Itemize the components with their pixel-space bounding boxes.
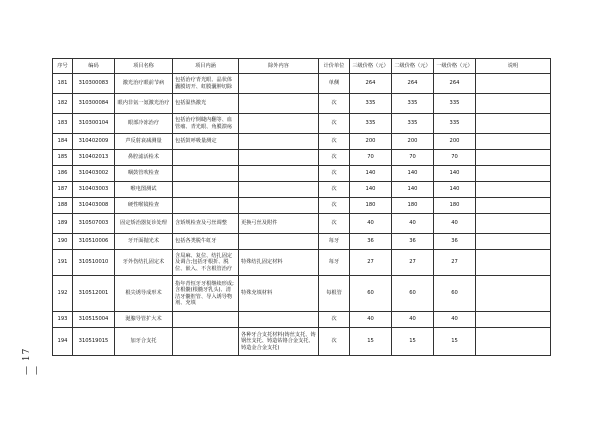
cell-exclusions — [239, 150, 319, 166]
cell-price-level2: 40 — [392, 312, 434, 328]
table-row — [53, 74, 551, 94]
cell-price-level3: 264 — [350, 74, 392, 94]
cell-content — [173, 166, 239, 182]
header-unit: 计价单位 — [319, 59, 350, 74]
cell-price-level3: 27 — [350, 250, 392, 276]
cell-price-level1: 27 — [434, 250, 476, 276]
cell-price-level1: 264 — [434, 74, 476, 94]
cell-price-level1: 200 — [434, 134, 476, 150]
cell-seq: 189 — [53, 214, 73, 234]
header-seq: 序号 — [53, 59, 73, 74]
cell-name: 激光治疗眼前节病 — [115, 74, 173, 94]
cell-seq: 183 — [53, 114, 73, 134]
header-price-level3: 三级价格（元） — [350, 59, 392, 74]
cell-unit: 次 — [319, 134, 350, 150]
table-row — [53, 214, 551, 234]
cell-seq: 187 — [53, 182, 73, 198]
cell-price-level3: 60 — [350, 276, 392, 312]
cell-exclusions: 更换弓丝及附件 — [239, 214, 319, 234]
cell-name: 眼内非氩一氪激光治疗 — [115, 94, 173, 114]
cell-name: 涎腺导管扩大术 — [115, 312, 173, 328]
cell-content: 含局麻、复位、结扎固定及调合;包括牙根折、脱位、嵌入、不含根管治疗 — [173, 250, 239, 276]
cell-unit: 单侧 — [319, 74, 350, 94]
cell-content: 包括治疗倒睫内翻等、血管瘤、青光眼、角膜溃疡 — [173, 114, 239, 134]
cell-note — [476, 114, 551, 134]
cell-code: 310300104 — [73, 114, 115, 134]
cell-content: 含矫规检查及弓丝调整 — [173, 214, 239, 234]
header-code: 编码 — [73, 59, 115, 74]
cell-note — [476, 328, 551, 356]
cell-unit: 次 — [319, 214, 350, 234]
cell-exclusions — [239, 74, 319, 94]
cell-exclusions — [239, 312, 319, 328]
cell-name: 咽鼓管吹检查 — [115, 166, 173, 182]
cell-content — [173, 328, 239, 356]
cell-price-level2: 15 — [392, 328, 434, 356]
cell-unit: 次 — [319, 182, 350, 198]
cell-exclusions — [239, 182, 319, 198]
table-row — [53, 276, 551, 312]
cell-note — [476, 234, 551, 250]
cell-unit: 次 — [319, 312, 350, 328]
cell-code: 310507003 — [73, 214, 115, 234]
cell-note — [476, 74, 551, 94]
cell-seq: 184 — [53, 134, 73, 150]
cell-code: 310515004 — [73, 312, 115, 328]
cell-name: 声反射衰减测量 — [115, 134, 173, 150]
cell-content — [173, 312, 239, 328]
cell-unit: 每根管 — [319, 276, 350, 312]
cell-price-level1: 36 — [434, 234, 476, 250]
cell-price-level2: 180 — [392, 198, 434, 214]
cell-seq: 191 — [53, 250, 73, 276]
cell-price-level1: 180 — [434, 198, 476, 214]
price-table — [52, 58, 551, 356]
cell-code: 310403008 — [73, 198, 115, 214]
cell-price-level3: 36 — [350, 234, 392, 250]
header-exclusions: 除外内容 — [239, 59, 319, 74]
cell-price-level1: 335 — [434, 114, 476, 134]
cell-price-level3: 70 — [350, 150, 392, 166]
cell-unit: 次 — [319, 114, 350, 134]
cell-unit: 次 — [319, 198, 350, 214]
cell-code: 310403003 — [73, 182, 115, 198]
table-row — [53, 182, 551, 198]
cell-price-level2: 140 — [392, 166, 434, 182]
cell-seq: 186 — [53, 166, 73, 182]
cell-code: 310403002 — [73, 166, 115, 182]
cell-code: 310519015 — [73, 328, 115, 356]
cell-exclusions: 各种牙合支托材料(铸丝支托、铸钢丝支托、铸造钴铬合金支托、铸造金合金支托) — [239, 328, 319, 356]
cell-content: 指年青恒牙牙根继续形成;含根髓(根髓牙乳头)、清洁牙髓腔管、导入诱导物剂、充填 — [173, 276, 239, 312]
cell-code: 310300083 — [73, 74, 115, 94]
cell-note — [476, 214, 551, 234]
table-row — [53, 328, 551, 356]
table-row — [53, 234, 551, 250]
cell-content: 包括治疗青光眼、晶状体囊膜切开、虹膜囊肿切除 — [173, 74, 239, 94]
cell-name: 喉电图测试 — [115, 182, 173, 198]
cell-price-level1: 140 — [434, 182, 476, 198]
cell-name: 牙外伤结扎固定术 — [115, 250, 173, 276]
cell-content — [173, 198, 239, 214]
cell-price-level3: 15 — [350, 328, 392, 356]
table-row — [53, 94, 551, 114]
cell-price-level2: 200 — [392, 134, 434, 150]
table-row — [53, 166, 551, 182]
cell-name: 硬性喉镜检查 — [115, 198, 173, 214]
cell-price-level2: 60 — [392, 276, 434, 312]
cell-name: 鼻腔滤活检术 — [115, 150, 173, 166]
cell-content: 包括鼓呼吸量测定 — [173, 134, 239, 150]
cell-exclusions — [239, 94, 319, 114]
cell-price-level3: 140 — [350, 182, 392, 198]
header-note: 说明 — [476, 59, 551, 74]
cell-price-level3: 40 — [350, 312, 392, 328]
cell-name: 眼部冷冻治疗 — [115, 114, 173, 134]
cell-code: 310402013 — [73, 150, 115, 166]
cell-price-level1: 70 — [434, 150, 476, 166]
cell-note — [476, 250, 551, 276]
cell-content — [173, 182, 239, 198]
cell-unit: 次 — [319, 150, 350, 166]
cell-code: 310402009 — [73, 134, 115, 150]
cell-price-level2: 264 — [392, 74, 434, 94]
cell-unit: 次 — [319, 166, 350, 182]
cell-code: 310512001 — [73, 276, 115, 312]
cell-exclusions — [239, 166, 319, 182]
cell-price-level2: 27 — [392, 250, 434, 276]
cell-price-level3: 335 — [350, 94, 392, 114]
page-number: — 17 — — [22, 347, 42, 375]
table-row — [53, 250, 551, 276]
cell-exclusions: 特殊充填材料 — [239, 276, 319, 312]
cell-name: 根尖诱导成形术 — [115, 276, 173, 312]
cell-note — [476, 182, 551, 198]
table-row — [53, 150, 551, 166]
cell-name: 牙开面抛光术 — [115, 234, 173, 250]
cell-seq: 194 — [53, 328, 73, 356]
cell-note — [476, 276, 551, 312]
cell-seq: 193 — [53, 312, 73, 328]
table-row — [53, 134, 551, 150]
cell-price-level1: 15 — [434, 328, 476, 356]
cell-note — [476, 198, 551, 214]
cell-code: 310510006 — [73, 234, 115, 250]
cell-price-level2: 40 — [392, 214, 434, 234]
cell-price-level3: 335 — [350, 114, 392, 134]
cell-content: 包括温热激光 — [173, 94, 239, 114]
cell-note — [476, 134, 551, 150]
cell-price-level2: 335 — [392, 94, 434, 114]
table-header-row — [53, 59, 551, 74]
header-name: 项目名称 — [115, 59, 173, 74]
header-price-level1: 一级价格（元） — [434, 59, 476, 74]
cell-exclusions — [239, 234, 319, 250]
cell-price-level1: 140 — [434, 166, 476, 182]
cell-unit: 每牙 — [319, 250, 350, 276]
header-price-level2: 二级价格（元） — [392, 59, 434, 74]
cell-price-level1: 40 — [434, 312, 476, 328]
cell-name: 加牙合支托 — [115, 328, 173, 356]
table-row — [53, 114, 551, 134]
cell-exclusions — [239, 198, 319, 214]
cell-price-level2: 335 — [392, 114, 434, 134]
cell-content: 包括各类脱牛虹牙 — [173, 234, 239, 250]
cell-note — [476, 166, 551, 182]
cell-seq: 190 — [53, 234, 73, 250]
cell-exclusions: 特殊结扎固定材料 — [239, 250, 319, 276]
cell-price-level1: 40 — [434, 214, 476, 234]
cell-price-level1: 60 — [434, 276, 476, 312]
cell-content — [173, 150, 239, 166]
cell-seq: 182 — [53, 94, 73, 114]
cell-seq: 185 — [53, 150, 73, 166]
cell-price-level3: 140 — [350, 166, 392, 182]
header-content: 项目内涵 — [173, 59, 239, 74]
cell-price-level3: 40 — [350, 214, 392, 234]
cell-exclusions — [239, 114, 319, 134]
cell-unit: 每牙 — [319, 234, 350, 250]
cell-seq: 192 — [53, 276, 73, 312]
cell-exclusions — [239, 134, 319, 150]
cell-seq: 188 — [53, 198, 73, 214]
cell-price-level3: 200 — [350, 134, 392, 150]
cell-price-level1: 335 — [434, 94, 476, 114]
cell-note — [476, 312, 551, 328]
cell-note — [476, 150, 551, 166]
cell-unit: 次 — [319, 94, 350, 114]
cell-price-level2: 36 — [392, 234, 434, 250]
cell-unit: 次 — [319, 328, 350, 356]
cell-note — [476, 94, 551, 114]
cell-seq: 181 — [53, 74, 73, 94]
table-row — [53, 312, 551, 328]
cell-price-level3: 180 — [350, 198, 392, 214]
cell-price-level2: 140 — [392, 182, 434, 198]
table-row — [53, 198, 551, 214]
cell-price-level2: 70 — [392, 150, 434, 166]
cell-name: 固定矫治器复诊处理 — [115, 214, 173, 234]
cell-code: 310300084 — [73, 94, 115, 114]
cell-code: 310510010 — [73, 250, 115, 276]
